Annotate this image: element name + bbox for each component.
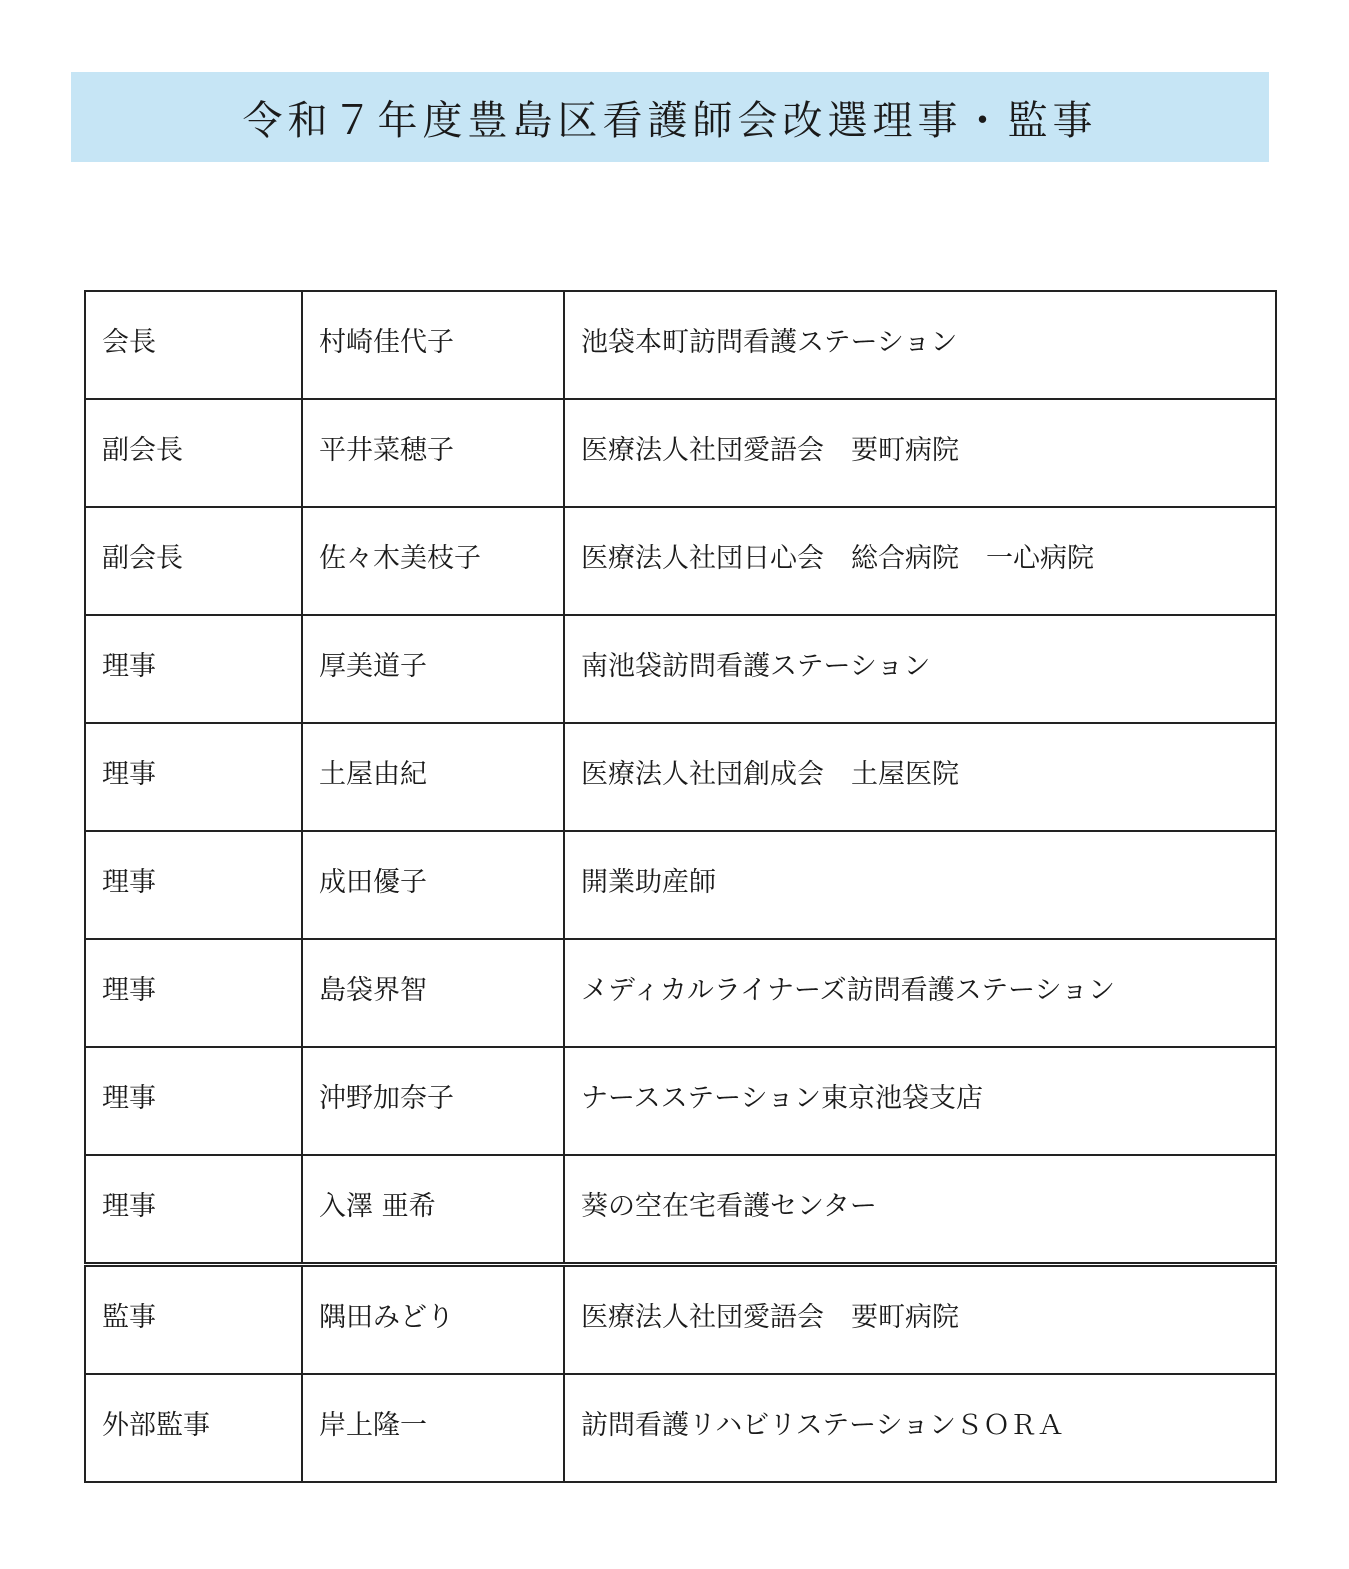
role-cell: 理事	[85, 831, 302, 939]
role-cell: 外部監事	[85, 1374, 302, 1482]
role-cell: 会長	[85, 291, 302, 399]
role-cell: 理事	[85, 1047, 302, 1155]
name-cell: 成田優子	[302, 831, 564, 939]
table-row	[85, 831, 1276, 939]
name-cell: 平井菜穂子	[302, 399, 564, 507]
title-banner	[71, 72, 1269, 162]
affiliation-cell: 葵の空在宅看護センター	[564, 1155, 1276, 1265]
name-cell: 土屋由紀	[302, 723, 564, 831]
role-cell: 副会長	[85, 399, 302, 507]
affiliation-cell: 池袋本町訪問看護ステーション	[564, 291, 1276, 399]
affiliation-cell: メディカルライナーズ訪問看護ステーション	[564, 939, 1276, 1047]
name-cell: 入澤 亜希	[302, 1155, 564, 1265]
name-cell: 島袋界智	[302, 939, 564, 1047]
affiliation-cell: ナースステーション東京池袋支店	[564, 1047, 1276, 1155]
affiliation-cell: 南池袋訪問看護ステーション	[564, 615, 1276, 723]
table-row	[85, 507, 1276, 615]
role-cell: 理事	[85, 939, 302, 1047]
table-row	[85, 615, 1276, 723]
table-row	[85, 1265, 1276, 1375]
name-cell: 岸上隆一	[302, 1374, 564, 1482]
page-title: 令和７年度豊島区看護師会改選理事・監事	[242, 97, 1098, 144]
name-cell: 厚美道子	[302, 615, 564, 723]
affiliation-cell: 訪問看護リハビリステーションＳＯＲＡ	[564, 1374, 1276, 1482]
name-cell: 沖野加奈子	[302, 1047, 564, 1155]
table-row	[85, 399, 1276, 507]
name-cell: 隅田みどり	[302, 1265, 564, 1375]
affiliation-cell: 医療法人社団日心会 総合病院 一心病院	[564, 507, 1276, 615]
table-row	[85, 1374, 1276, 1482]
table-row	[85, 939, 1276, 1047]
role-cell: 理事	[85, 1155, 302, 1265]
affiliation-cell: 開業助産師	[564, 831, 1276, 939]
officer-table	[84, 290, 1277, 1483]
affiliation-cell: 医療法人社団愛語会 要町病院	[564, 399, 1276, 507]
role-cell: 副会長	[85, 507, 302, 615]
table-row	[85, 291, 1276, 399]
affiliation-cell: 医療法人社団愛語会 要町病院	[564, 1265, 1276, 1375]
name-cell: 村崎佳代子	[302, 291, 564, 399]
table-row	[85, 1155, 1276, 1265]
name-cell: 佐々木美枝子	[302, 507, 564, 615]
table-row	[85, 1047, 1276, 1155]
affiliation-cell: 医療法人社団創成会 土屋医院	[564, 723, 1276, 831]
role-cell: 監事	[85, 1265, 302, 1375]
role-cell: 理事	[85, 615, 302, 723]
table-row	[85, 723, 1276, 831]
role-cell: 理事	[85, 723, 302, 831]
